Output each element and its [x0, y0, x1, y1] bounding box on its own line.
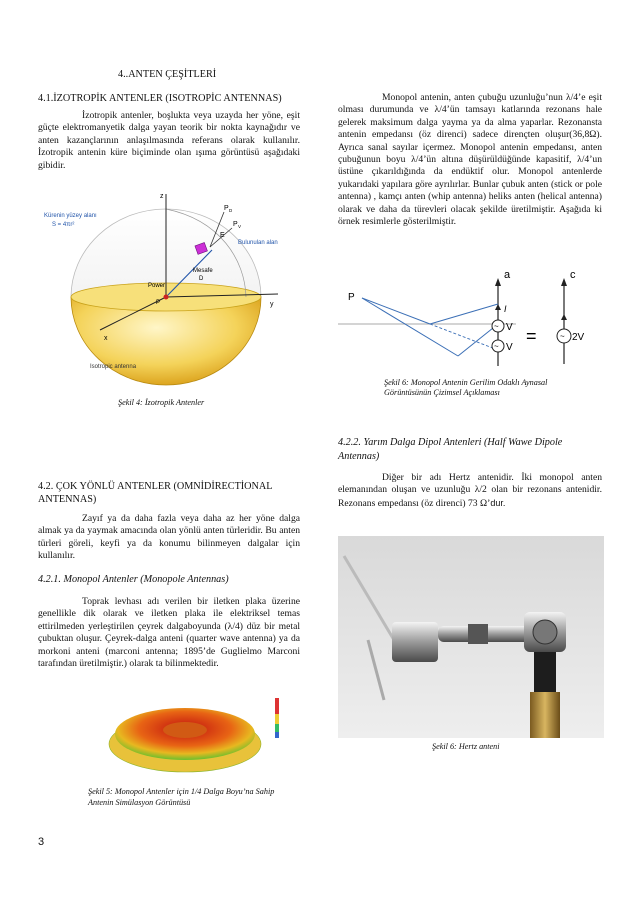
svg-text:~: ~	[494, 322, 499, 331]
page-number: 3	[38, 836, 45, 848]
distance-label: Mesafe	[193, 268, 213, 274]
page-title: 4..ANTEN ÇEŞİTLERİ	[118, 69, 217, 80]
monopole-description-text: Monopol antenin, anten çubuğu uzunluğu’nun λ/4’e eşit olması durumunda ve λ/4’ün tamsayı katlarında rezonans hale gelerek maksimum dalga yayma ya da alma yaparlar. Rezonansta antenin empedansı (öz direnci) sadece dirençten oluşur(36,8Ω). Ayrıca sanal sayılar içermez. Monopol antenin empedansı, anten çubuğunun boyu λ/4’ün altına düşürüldüğünde kapasitif, λ/4’un üstüne çıkarıldığında da endüktif olur. Monopol antenlerde yukarıdaki yapılara göre ayrılırlar. Bunlar çubuk anten (stick or pole antenna) , kamçı anten (whip antenna) heliks anten (helical antenna) olarak ve daha da türevleri olacak şekilde üretilmiştir. Aşağıda ki örnek resimlerle gösterilmiştir.	[338, 92, 602, 228]
svg-text:D: D	[229, 208, 233, 213]
section-4-1-text: İzotropik antenler, boşlukta veya uzayda her yöne, eşit güçte elektromanyetik dalga yayan teorik bir nokta kaynağıdır ve anten kazançlarının anlaşılmasında referans olarak kullanılır. İzotropik antenin küre biçiminde olan ışıma görüntüsü aşağıdaki gibidir.	[38, 110, 300, 171]
location-label: Bulunulan alan	[238, 240, 278, 246]
svg-text:V: V	[506, 342, 513, 353]
z-axis-label: z	[160, 193, 164, 200]
surface-area-label: Kürenin yüzey alanı	[44, 213, 97, 219]
svg-text:~: ~	[560, 332, 565, 341]
svg-text:D: D	[199, 276, 204, 282]
figure-4-caption: Şekil 4: İzotropik Antenler	[118, 398, 205, 407]
svg-text:c: c	[570, 269, 576, 281]
svg-text:~: ~	[494, 342, 499, 351]
section-4-1-heading: 4.1.İZOTROPİK ANTENLER (ISOTROPİC ANTENNAS)	[38, 93, 282, 104]
hertz-antenna-photo	[338, 536, 604, 738]
figure-6-caption-line-2: Görüntüsünün Çizimsel Açıklaması	[384, 388, 500, 397]
section-4-2-1-heading: 4.2.1. Monopol Antenler (Monopole Antennas)	[38, 574, 229, 585]
isotropic-antenna-label: Isotropic antenna	[90, 364, 137, 370]
section-4-2-heading: 4.2. ÇOK YÖNLÜ ANTENLER (OMNİDİRECTİONAL ANTENNAS)	[38, 481, 273, 505]
svg-text:P: P	[156, 300, 161, 306]
svg-text:E: E	[220, 232, 225, 239]
svg-text:P: P	[224, 205, 229, 212]
monopole-image-diagram	[338, 264, 602, 374]
svg-text:=: =	[526, 326, 537, 346]
svg-text:V: V	[506, 322, 513, 333]
section-4-2-text: Zayıf ya da daha fazla veya daha az her yöne dalga almak ya da yaymak amacında olan yönlü anten türleridir. Bu anten türleri göreli, keyfi ya da konumu bilinmeyen dalgalar için kullanılır.	[38, 513, 300, 562]
svg-text:I: I	[504, 304, 507, 314]
x-axis-label: x	[104, 335, 108, 342]
svg-text:P: P	[348, 292, 355, 303]
monopole-simulation-figure	[105, 692, 295, 777]
isotropic-antenna-figure	[40, 190, 300, 390]
figure-6-caption-line-1: Şekil 6: Monopol Antenin Gerilim Odaklı Aynasal	[384, 378, 548, 387]
figure-7-caption: Şekil 6: Hertz anteni	[432, 742, 500, 751]
figure-5-caption-line-2: Antenin Simülasyon Görüntüsü	[88, 798, 191, 807]
figure-5-caption-line-1: Şekil 5: Monopol Antenler için 1/4 Dalga Boyu’na Sahip	[88, 787, 275, 796]
section-4-2-1-text: Toprak levhası adı verilen bir iletken plaka üzerine genellikle dik olarak ve iletken plaka ile elektriksel temas ettirilmeden yerleştirilen çeyrek dalgaboyunda (λ/4) düz bir metal çubuktan oluşur. Çeyrek-dalga anteni (quarter wave antenna) ya da morkoni anteni (marconi antenna; 1895’de Guglielmo Marconi tarafından üretilmiştir.) olarak ta bilinmektedir.	[38, 596, 300, 670]
surface-area-formula: S = 4πr²	[52, 222, 75, 228]
section-4-2-2-heading: 4.2.2. Yarım Dalga Dipol Antenleri (Half Wawe Dipole Antennas)	[338, 437, 563, 462]
svg-text:a: a	[504, 269, 511, 281]
section-4-2-2-text: Diğer bir adı Hertz antenidir. İki monopol anten elemanından oluşan ve uzunluğu λ/2 olan bir rezonans antenidir. Rezonans empedansı (öz direnci) 73 Ω’dur.	[338, 472, 602, 509]
svg-text:2V: 2V	[572, 332, 585, 343]
svg-text:V: V	[238, 224, 242, 229]
svg-text:P: P	[233, 221, 238, 228]
power-label: Power	[148, 283, 166, 289]
y-axis-label: y	[270, 301, 274, 308]
